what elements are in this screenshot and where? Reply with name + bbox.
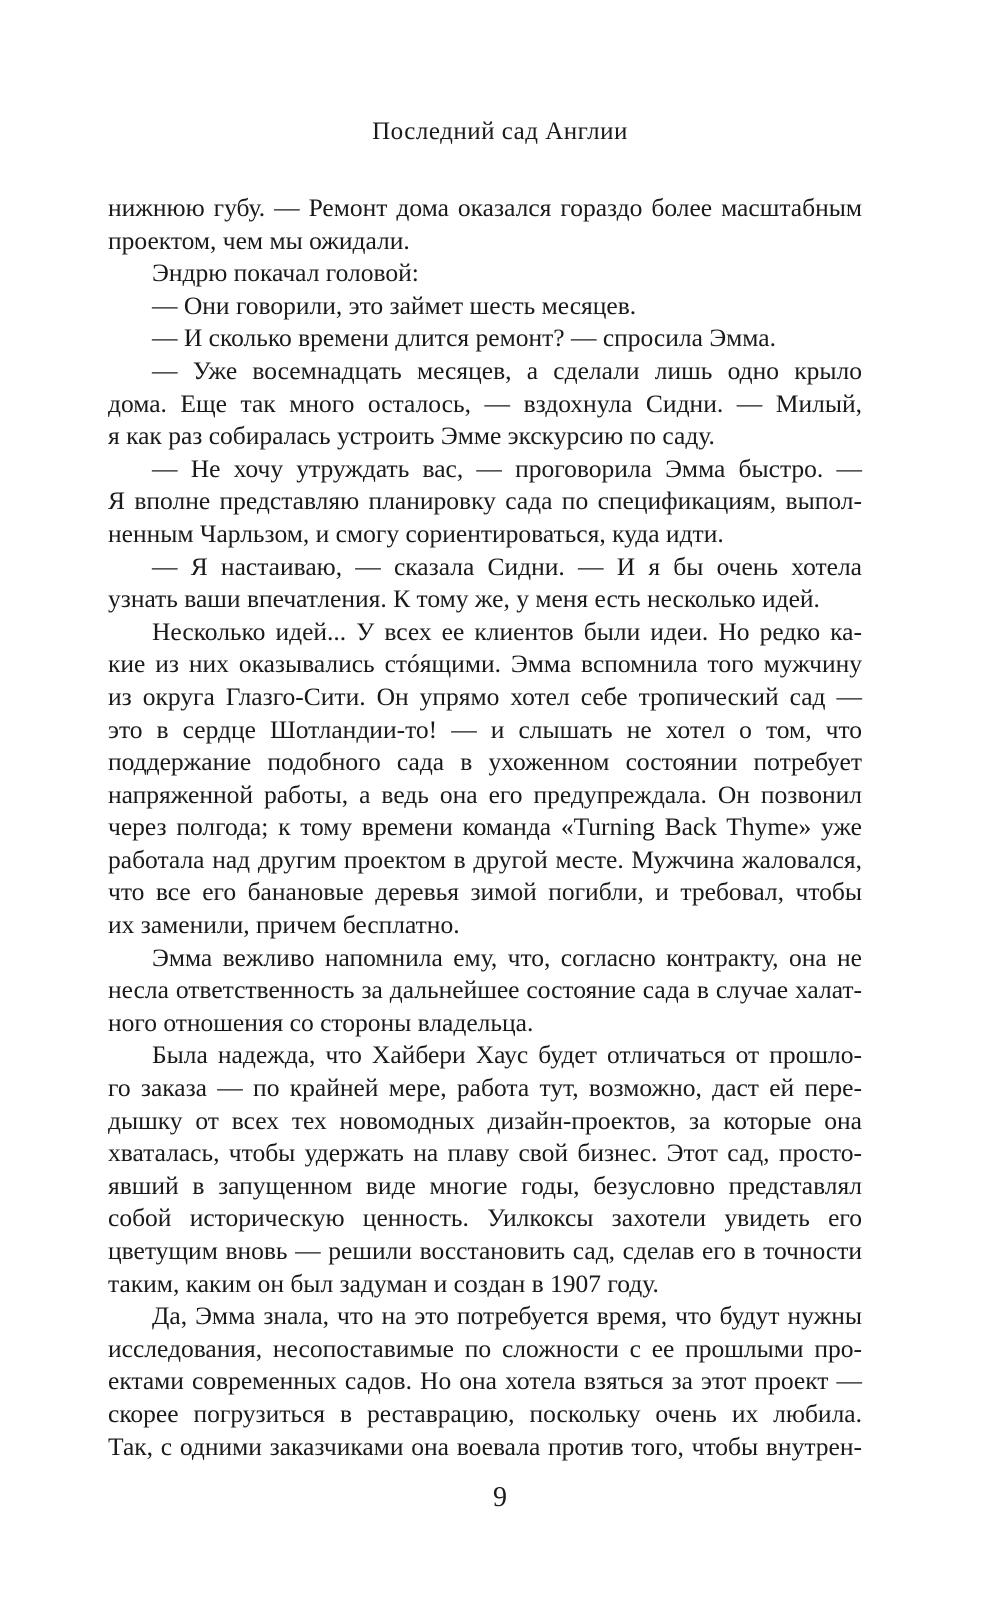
text-line: я как раз собиралась устроить Эмме экскурсию по саду. <box>108 421 715 451</box>
text-line: через полгода; к тому времени команда «Turning Back Thyme» уже <box>108 812 862 842</box>
text-line: го заказа — по крайней мере, работа тут, возможно, даст ей пере- <box>108 1073 862 1103</box>
text-line: — Уже восемнадцать месяцев, а сделали лишь одно крыло <box>152 355 862 385</box>
text-line: таким, каким он был задуман и создан в 1907 году. <box>108 1268 659 1298</box>
text-line: узнать ваши впечатления. К тому же, у меня есть несколько идей. <box>108 584 820 614</box>
text-line: скорее погрузиться в реставрацию, поскольку очень их любила. <box>108 1398 862 1428</box>
text-line: несла ответственность за дальнейшее состояние сада в случае халат- <box>108 975 862 1005</box>
text-line: — И сколько времени длится ремонт? — спросила Эмма. <box>152 323 776 353</box>
text-line: Эмма вежливо напомнила ему, что, согласно контракту, она не <box>152 942 862 972</box>
text-line: дышку от всех тех новомодных дизайн-проектов, за которые она <box>108 1105 862 1135</box>
text-line: собой историческую ценность. Уилкоксы захотели увидеть его <box>108 1203 862 1233</box>
running-title: Последний сад Англии <box>372 118 628 145</box>
text-line: — Они говорили, это займет шесть месяцев. <box>152 290 637 320</box>
text-line: нижнюю губу. — Ремонт дома оказался гораздо более масштабным <box>108 193 862 222</box>
text-line: хваталась, чтобы удержать на плаву свой бизнес. Этот сад, просто- <box>108 1138 862 1168</box>
text-line: Несколько идей... У всех ее клиентов были идеи. Но редко ка- <box>152 616 862 646</box>
text-line: дома. Еще так много осталось, — вздохнула Сидни. — Милый, <box>108 388 862 418</box>
text-line: явший в запущенном виде многие годы, безусловно представлял <box>108 1170 862 1200</box>
page-number: 9 <box>493 1482 507 1513</box>
text-line: Так, с одними заказчиками она воевала против того, чтобы внутрен- <box>108 1431 862 1461</box>
text-line: поддержание подобного сада в ухоженном состоянии потребует <box>108 747 862 777</box>
text-line: проектом, чем мы ожидали. <box>108 225 410 255</box>
text-line: Да, Эмма знала, что на это потребуется время, что будут нужны <box>152 1301 862 1331</box>
text-line: Эндрю покачал головой: <box>152 258 419 288</box>
text-line: это в сердце Шотландии-то! — и слышать не хотел о том, что <box>108 714 862 744</box>
text-line: работала над другим проектом в другой месте. Мужчина жаловался, <box>108 844 862 874</box>
text-line: — Не хочу утруждать вас, — проговорила Эмма быстро. — <box>152 453 862 483</box>
text-line: ного отношения со стороны владельца. <box>108 1007 534 1037</box>
text-line: — Я настаиваю, — сказала Сидни. — И я бы очень хотела <box>152 551 862 581</box>
text-line: напряженной работы, а ведь она его предупреждала. Он позвонил <box>108 779 862 809</box>
text-line: их заменили, причем бесплатно. <box>108 910 460 940</box>
text-line: Была надежда, что Хайбери Хаус будет отличаться от прошло- <box>152 1040 862 1070</box>
text-line: что все его банановые деревья зимой погибли, и требовал, чтобы <box>108 877 862 907</box>
text-line: ненным Чарльзом, и смогу сориентироваться, куда идти. <box>108 518 724 548</box>
text-line: цветущим вновь — решили восстановить сад, сделав его в точности <box>108 1236 862 1265</box>
text-line: Я вполне представляю планировку сада по спецификациям, выпол- <box>108 486 862 516</box>
text-line: исследования, несопоставимые по сложности с ее прошлыми про- <box>108 1333 862 1363</box>
text-line: кие из них оказывались стóящими. Эмма вспомнила того мужчину <box>108 649 862 679</box>
text-line: из округа Глазго-Сити. Он упрямо хотел себе тропический сад — <box>108 681 862 711</box>
body-text <box>108 192 862 1463</box>
text-line: ектами современных садов. Но она хотела взяться за этот проект — <box>108 1366 862 1396</box>
